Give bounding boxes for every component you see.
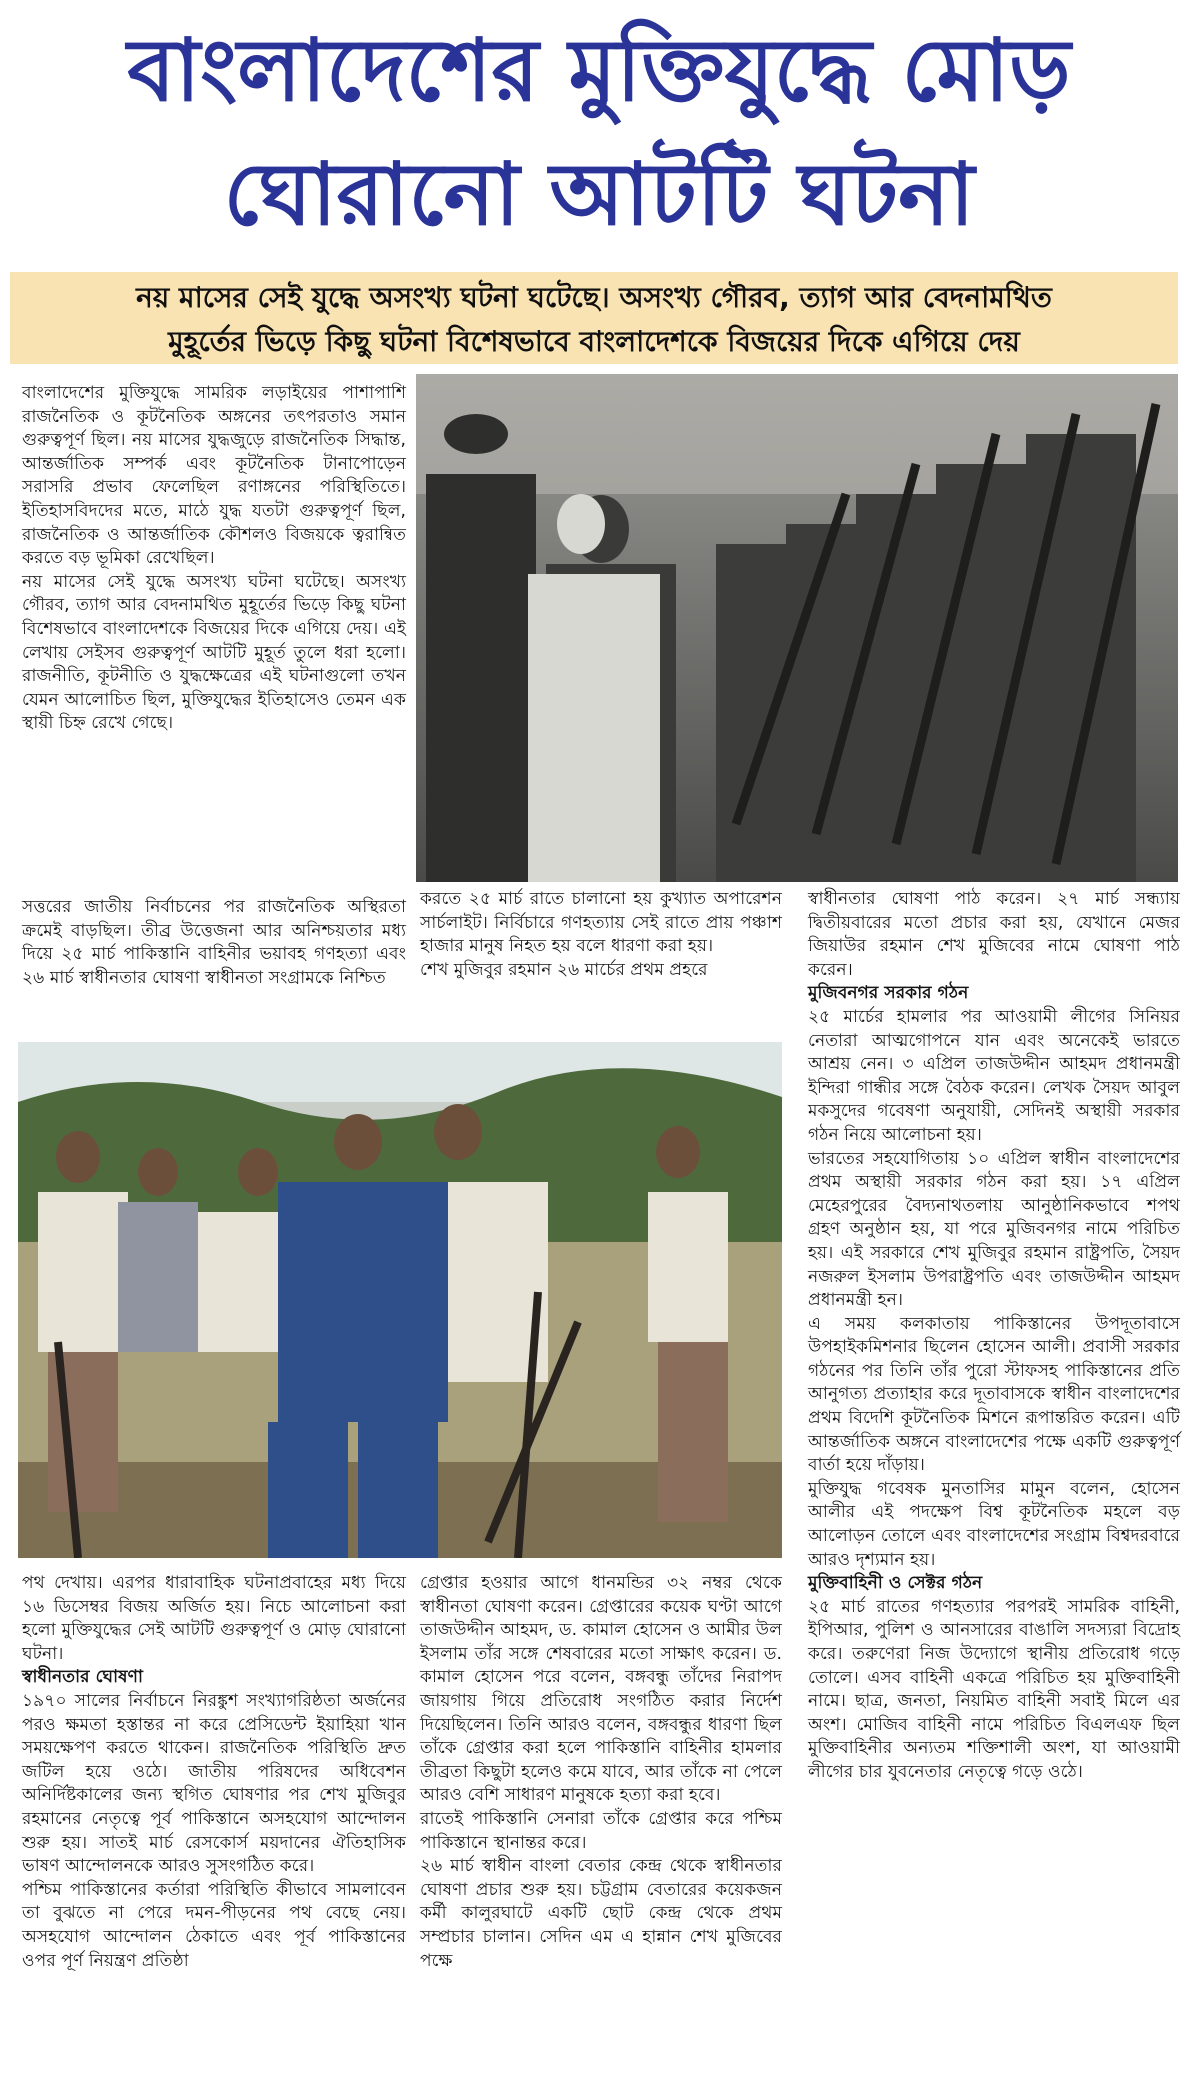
paragraph: ভারতের সহযোগিতায় ১০ এপ্রিল স্বাধীন বাংলাদেশের প্রথম অস্থায়ী সরকার গঠন করা হয়। ১৭ এপ্রিল মেহেরপুরের বৈদ্যনাথতলায় আনুষ্ঠানিকভাবে শপথ গ্রহণ অনুষ্ঠান হয়, যা পরে মুজিবনগর নামে পরিচিত হয়। এই সরকারে শেখ মুজিবুর রহমান রাষ্ট্রপতি, সৈয়দ নজরুল ইসলাম উপরাষ্ট্রপতি এবং তাজউদ্দীন আহমদ প্রধানমন্ত্রী হন। bbox=[808, 1148, 1180, 1311]
headline-line-2: ঘোরানো আটটি ঘটনা bbox=[223, 145, 975, 245]
subheading: মুক্তিবাহিনী ও সেক্টর গঠন bbox=[808, 1573, 983, 1594]
photo-soldiers-inspection bbox=[416, 374, 1178, 882]
paragraph: স্বাধীনতার ঘোষণা পাঠ করেন। ২৭ মার্চ সন্ধ্যায় দ্বিতীয়বারের মতো প্রচার করা হয়, যেখানে মেজর জিয়াউর রহমান শেখ মুজিবের নামে ঘোষণা পাঠ করেন। bbox=[808, 889, 1180, 980]
headline-line-1: বাংলাদেশের মুক্তিযুদ্ধে মোড় bbox=[127, 21, 1071, 121]
photo-freedom-fighters-embrace bbox=[18, 1042, 782, 1558]
paragraph: ২৬ মার্চ স্বাধীন বাংলা বেতার কেন্দ্র থেকে স্বাধীনতার ঘোষণা প্রচার শুরু হয়। চট্টগ্রাম বেতারের কয়েকজন কর্মী কালুরঘাটে একটি ছোট কেন্দ্র থেকে প্রথম সম্প্রচার চালান। সেদিন এম এ হান্নান শেখ মুজিবের পক্ষে bbox=[420, 1856, 782, 1971]
paragraph: করতে ২৫ মার্চ রাতে চালানো হয় কুখ্যাত অপারেশন সার্চলাইট। নির্বিচারে গণহত্যায় সেই রাতে প্রায় পঞ্চাশ হাজার মানুষ নিহত হয় বলে ধারণা করা হয়। bbox=[420, 889, 782, 957]
article-column-1-middle bbox=[22, 896, 406, 990]
deck-banner bbox=[10, 272, 1178, 364]
paragraph: নয় মাসের সেই যুদ্ধে অসংখ্য ঘটনা ঘটেছে। অসংখ্য গৌরব, ত্যাগ আর বেদনামথিত মুহূর্তের ভিড়ে কিছু ঘটনা বিশেষভাবে বাংলাদেশকে বিজয়ের দিকে এগিয়ে দেয়। এই লেখায় সেইসব গুরুত্বপূর্ণ আটটি মুহূর্ত তুলে ধরা হলো। রাজনীতি, কূটনীতি ও যুদ্ধক্ষেত্রের এই ঘটনাগুলো তখন যেমন আলোচিত ছিল, মুক্তিযুদ্ধের ইতিহাসেও তেমন এক স্থায়ী চিহ্ন রেখে গেছে। bbox=[22, 571, 406, 734]
paragraph: মুক্তিযুদ্ধ গবেষক মুনতাসির মামুন বলেন, হোসেন আলীর এই পদক্ষেপ বিশ্ব কূটনৈতিক মহলে বড় আলোড়ন তোলে এবং বাংলাদেশের সংগ্রাম বিশ্বদরবারে আরও দৃশ্যমান হয়। bbox=[808, 1478, 1180, 1570]
paragraph: এ সময় কলকাতায় পাকিস্তানের উপদূতাবাসে উপহাইকমিশনার ছিলেন হোসেন আলী। প্রবাসী সরকার গঠনের পর তিনি তাঁর পুরো স্টাফসহ পাকিস্তানের প্রতি আনুগত্য প্রত্যাহার করে দূতাবাসকে স্বাধীন বাংলাদেশের প্রথম বিদেশি কূটনৈতিক মিশনে রূপান্তরিত করেন। এটি আন্তর্জাতিক অঙ্গনে বাংলাদেশের পক্ষে একটি গুরুত্বপূর্ণ বার্তা হয়ে দাঁড়ায়। bbox=[808, 1313, 1180, 1476]
paragraph: ২৫ মার্চের হামলার পর আওয়ামী লীগের সিনিয়র নেতারা আত্মগোপনে যান এবং অনেকেই ভারতে আশ্রয় নেন। ৩ এপ্রিল তাজউদ্দীন আহমদ প্রধানমন্ত্রী ইন্দিরা গান্ধীর সঙ্গে বৈঠক করেন। লেখক সৈয়দ আবুল মকসুদের গবেষণা অনুযায়ী, সেদিনই অস্থায়ী সরকার গঠন নিয়ে আলোচনা হয়। bbox=[808, 1006, 1180, 1145]
paragraph: বাংলাদেশের মুক্তিযুদ্ধে সামরিক লড়াইয়ের পাশাপাশি রাজনৈতিক ও কূটনৈতিক অঙ্গনের তৎপরতাও সমান গুরুত্বপূর্ণ ছিল। নয় মাসের যুদ্ধজুড়ে রাজনৈতিক সিদ্ধান্ত, আন্তর্জাতিক সম্পর্ক এবং কূটনৈতিক টানাপোড়েন সরাসরি প্রভাব ফেলেছিল রণাঙ্গনের পরিস্থিতিতে। ইতিহাসবিদদের মতে, মাঠে যুদ্ধ যতটা গুরুত্বপূর্ণ ছিল, রাজনৈতিক ও আন্তর্জাতিক কৌশলও বিজয়কে ত্বরান্বিত করতে বড় ভূমিকা রেখেছিল। bbox=[22, 383, 406, 569]
article-column-1-top bbox=[22, 382, 406, 736]
article-column-2-bottom bbox=[420, 1572, 782, 1973]
paragraph: সত্তরের জাতীয় নির্বাচনের পর রাজনৈতিক অস্থিরতা ক্রমেই বাড়ছিল। তীব্র উত্তেজনা আর অনিশ্চয়তার মধ্য দিয়ে ২৫ মার্চ পাকিস্তানি বাহিনীর ভয়াবহ গণহত্যা এবং ২৬ মার্চ স্বাধীনতার ঘোষণা স্বাধীনতা সংগ্রামকে নিশ্চিত bbox=[22, 897, 406, 988]
paragraph: শেখ মুজিবুর রহমান ২৬ মার্চের প্রথম প্রহরে bbox=[420, 959, 708, 980]
paragraph: রাতেই পাকিস্তানি সেনারা তাঁকে গ্রেপ্তার করে পশ্চিম পাকিস্তানে স্থানান্তর করে। bbox=[420, 1808, 782, 1853]
deck-line-1: নয় মাসের সেই যুদ্ধে অসংখ্য ঘটনা ঘটেছে। অসংখ্য গৌরব, ত্যাগ আর বেদনামথিত bbox=[136, 281, 1052, 314]
deck-line-2: মুহূর্তের ভিড়ে কিছু ঘটনা বিশেষভাবে বাংলাদেশকে বিজয়ের দিকে এগিয়ে দেয় bbox=[168, 325, 1020, 358]
article-column-2-top bbox=[420, 888, 782, 982]
paragraph: গ্রেপ্তার হওয়ার আগে ধানমন্ডির ৩২ নম্বর থেকে স্বাধীনতা ঘোষণা করেন। গ্রেপ্তারের কয়েক ঘণ্টা আগে তাজউদ্দীন আহমদ, ড. কামাল হোসেন ও আমীর উল ইসলাম তাঁর সঙ্গে শেষবারের মতো সাক্ষাৎ করেন। ড. কামাল হোসেন পরে বলেন, বঙ্গবন্ধু তাঁদের নিরাপদ জায়গায় গিয়ে প্রতিরোধ সংগঠিত করার নির্দেশ দিয়েছিলেন। তিনি আরও বলেন, বঙ্গবন্ধুর ধারণা ছিল তাঁকে গ্রেপ্তার করা হলে পাকিস্তানি বাহিনীর হামলার তীব্রতা কিছুটা হলেও কমে যাবে, আর তাঁকে না পেলে আরও বেশি সাধারণ মানুষকে হত্যা করা হবে। bbox=[420, 1573, 782, 1806]
paragraph: পথ দেখায়। এরপর ধারাবাহিক ঘটনাপ্রবাহের মধ্য দিয়ে ১৬ ডিসেম্বর বিজয় অর্জিত হয়। নিচে আলোচনা করা হলো মুক্তিযুদ্ধের সেই আটটি গুরুত্বপূর্ণ ও মোড় ঘোরানো ঘটনা। bbox=[22, 1573, 406, 1664]
subheading: স্বাধীনতার ঘোষণা bbox=[22, 1667, 143, 1688]
article-column-1-bottom bbox=[22, 1572, 406, 1973]
paragraph: ২৫ মার্চ রাতের গণহত্যার পরপরই সামরিক বাহিনী, ইপিআর, পুলিশ ও আনসারের বাঙালি সদস্যরা বিদ্রোহ করে। তরুণেরা নিজ উদ্যোগে স্থানীয় প্রতিরোধ গড়ে তোলে। এসব বাহিনী একত্রে পরিচিত হয় মুক্তিবাহিনী নামে। ছাত্র, জনতা, নিয়মিত বাহিনী সবাই মিলে এর অংশ। মোজিব বাহিনী নামে পরিচিত বিএলএফ ছিল মুক্তিবাহিনীর অন্যতম শক্তিশালী অংশ, যা আওয়ামী লীগের চার যুবনেতার নেতৃত্বে গড়ে ওঠে। bbox=[808, 1596, 1180, 1782]
paragraph: পশ্চিম পাকিস্তানের কর্তারা পরিস্থিতি কীভাবে সামলাবেন তা বুঝতে না পেরে দমন-পীড়নের পথ বেছে নেয়। অসহযোগ আন্দোলন ঠেকাতে এবং পূর্ব পাকিস্তানের ওপর পূর্ণ নিয়ন্ত্রণ প্রতিষ্ঠা bbox=[22, 1879, 406, 1971]
subheading: মুজিবনগর সরকার গঠন bbox=[808, 983, 969, 1004]
article-column-3 bbox=[808, 888, 1180, 1785]
paragraph: ১৯৭০ সালের নির্বাচনে নিরঙ্কুশ সংখ্যাগরিষ্ঠতা অর্জনের পরও ক্ষমতা হস্তান্তর না করে প্রেসিডেন্ট ইয়াহিয়া খান সময়ক্ষেপণ করতে থাকেন। রাজনৈতিক পরিস্থিতি দ্রুত জটিল হয়ে ওঠে। জাতীয় পরিষদের অধিবেশন অনির্দিষ্টকালের জন্য স্থগিত ঘোষণার পর শেখ মুজিবুর রহমানের নেতৃত্বে পূর্ব পাকিস্তানে অসহযোগ আন্দোলন শুরু হয়। সাতই মার্চ রেসকোর্স ময়দানের ঐতিহাসিক ভাষণ আন্দোলনকে আরও সুসংগঠিত করে। bbox=[22, 1690, 406, 1877]
